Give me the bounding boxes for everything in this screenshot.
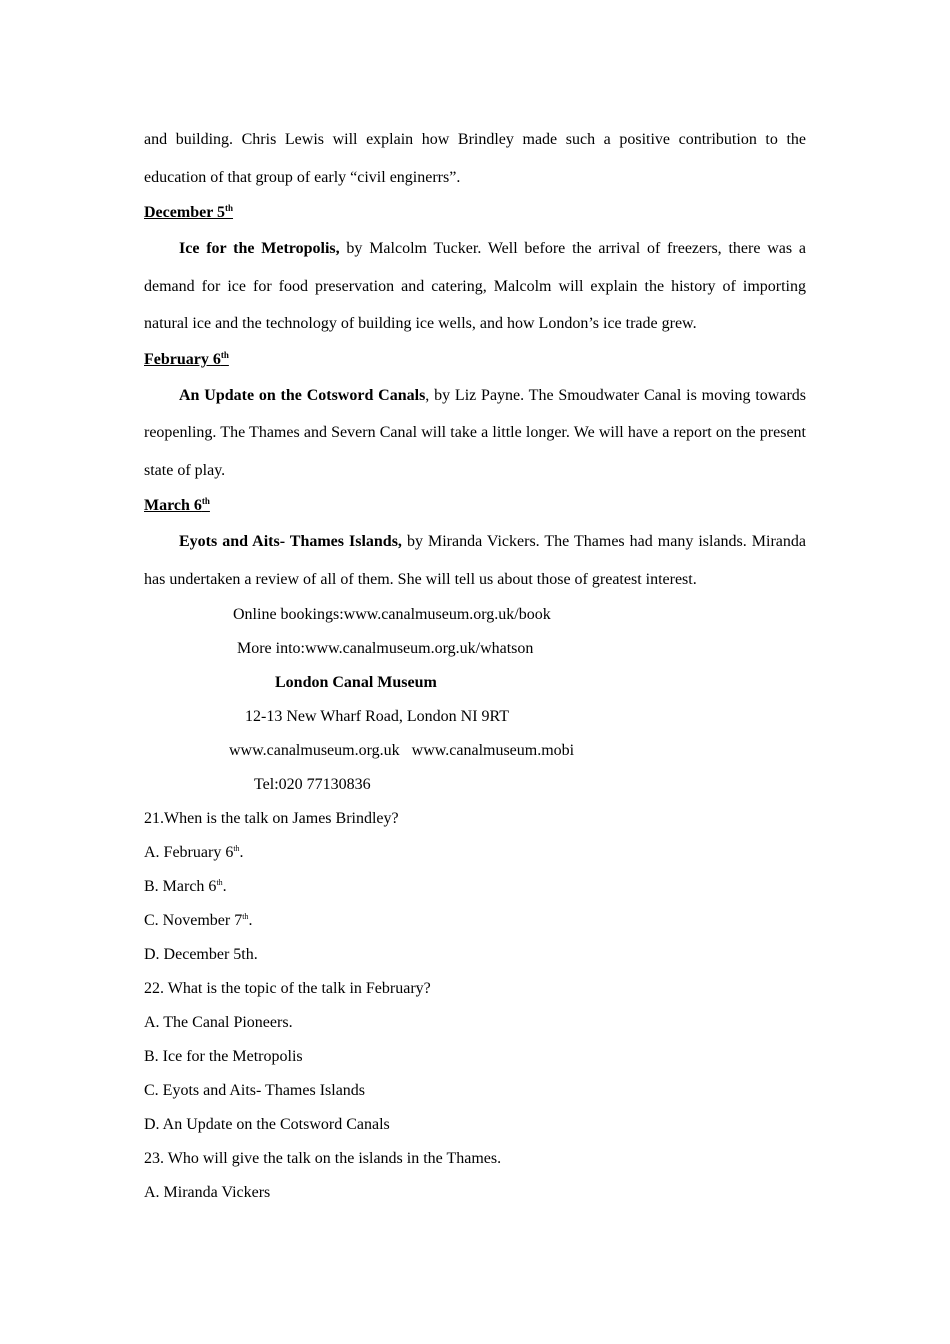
talk-title: An Update on the Cotsword Canals xyxy=(179,386,426,404)
answer-option: A. Miranda Vickers xyxy=(144,1184,271,1201)
online-bookings-link[interactable]: Online bookings:www.canalmuseum.org.uk/book xyxy=(233,606,551,623)
talk-description xyxy=(144,230,806,343)
talk-description xyxy=(144,377,806,490)
intro-paragraph: and building. Chris Lewis will explain how Brindley made such a positive contribution to the education of that group of early “civil enginerrs”. xyxy=(144,131,806,186)
answer-option: A. February 6th. xyxy=(144,844,244,861)
contact-block xyxy=(144,598,806,802)
answer-option: B. Ice for the Metropolis xyxy=(144,1048,303,1065)
museum-address: 12-13 New Wharf Road, London NI 9RT xyxy=(245,708,510,725)
museum-phone: Tel:020 77130836 xyxy=(254,776,371,793)
answer-option: D. An Update on the Cotsword Canals xyxy=(144,1116,390,1133)
museum-websites[interactable]: www.canalmuseum.org.uk www.canalmuseum.mobi xyxy=(229,742,575,759)
document-page xyxy=(144,121,806,1210)
talk-description xyxy=(144,523,806,598)
more-info-link[interactable]: More into:www.canalmuseum.org.uk/whatson xyxy=(237,640,534,657)
answer-option: D. December 5th. xyxy=(144,946,258,963)
answer-option: B. March 6th. xyxy=(144,878,227,895)
talk-date-heading: March 6th xyxy=(144,496,210,514)
answer-option: C. Eyots and Aits- Thames Islands xyxy=(144,1082,366,1099)
question-text: 21.When is the talk on James Brindley? xyxy=(144,810,399,827)
talk-body: , by Liz Payne. The Smoudwater Canal is moving towards reopenling. The Thames and Severn Canal will take a little longer. We will have a report on the present state of play. xyxy=(144,386,807,479)
question-text: 23. Who will give the talk on the islands in the Thames. xyxy=(144,1150,502,1167)
talk-date-heading: December 5th xyxy=(144,203,234,221)
question-text: 22. What is the topic of the talk in February? xyxy=(144,980,431,997)
talk-title: Eyots and Aits- Thames Islands, xyxy=(179,533,402,550)
museum-name: London Canal Museum xyxy=(275,674,437,691)
talk-body: by Malcolm Tucker. Well before the arrival of freezers, there was a demand for ice for food preservation and catering, Malcolm will explain the history of importing natural ice and the technology of building ice wells, and how London’s ice trade grew. xyxy=(144,240,806,332)
talk-date-heading: February 6th xyxy=(144,349,229,368)
talk-body: by Miranda Vickers. The Thames had many islands. Miranda has undertaken a review of all of them. She will tell us about those of greatest interest. xyxy=(144,533,806,588)
question-list xyxy=(144,802,806,1210)
answer-option: A. The Canal Pioneers. xyxy=(144,1014,293,1031)
talk-title: Ice for the Metropolis, xyxy=(179,240,340,257)
answer-option: C. November 7th. xyxy=(144,912,253,929)
